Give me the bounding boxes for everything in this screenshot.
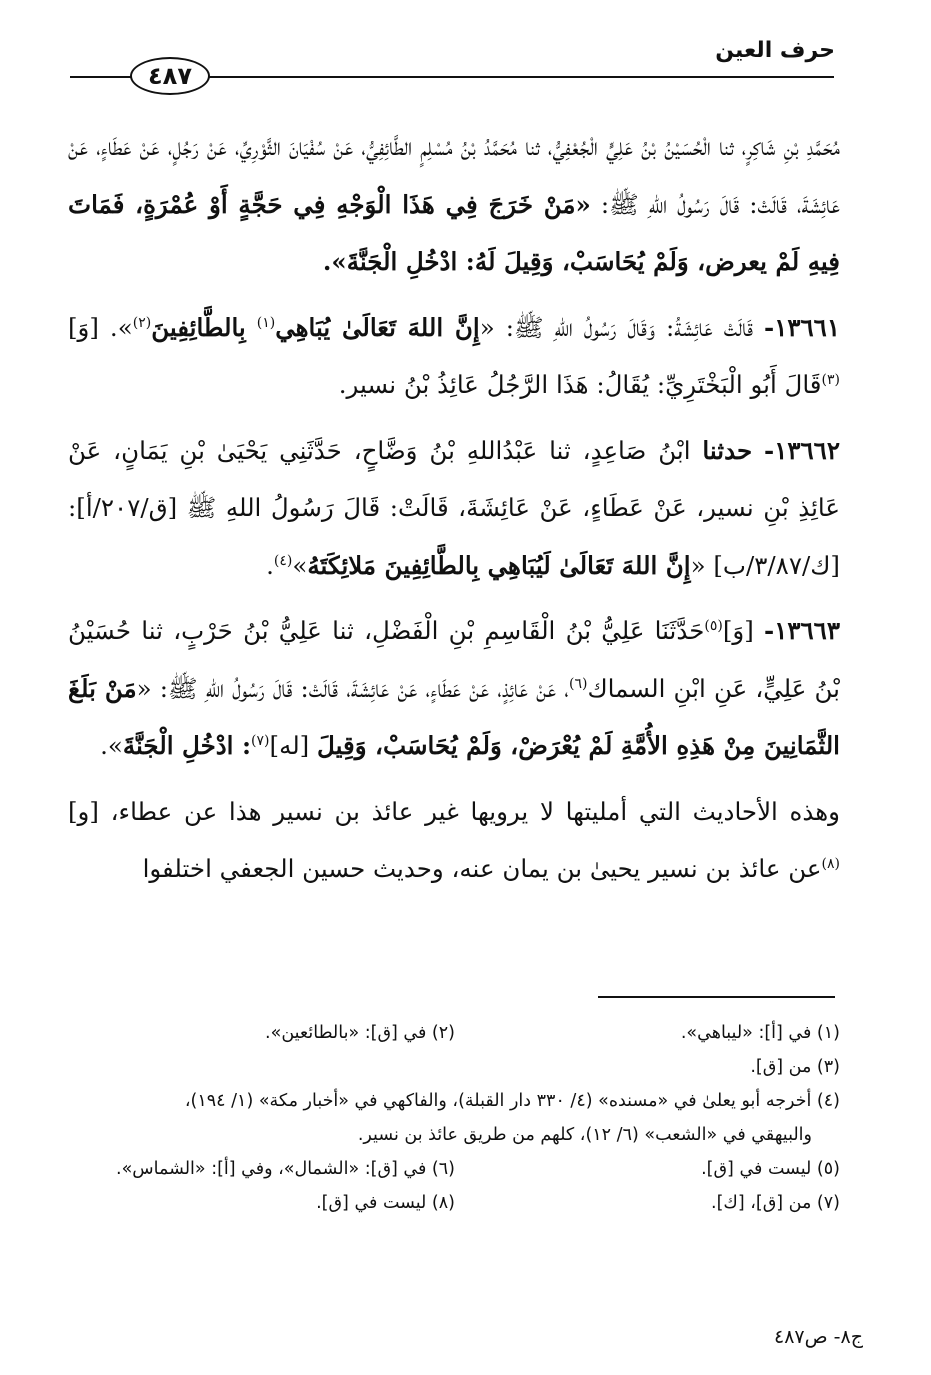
footnote-ref: (٨) xyxy=(821,855,840,872)
hadith-text: «مَنْ خَرَجَ فِي هَذَا الْوَجْهِ فِي حَجَّةٍ أَوْ عُمْرَةٍ، فَمَاتَ فِيهِ لَمْ يعرض، وَلَمْ يُحَاسَبْ، وَقِيلَ لَهُ: ادْخُلِ الْجَنَّةَ». xyxy=(68,189,840,276)
hadith-number: ١٣٦٦٢- xyxy=(764,435,840,465)
hadith-lead: حدثنا xyxy=(702,435,753,465)
footnote-2: (٢) في [ق]: «بالطائعين». xyxy=(265,1023,455,1043)
hadith-text: إِنَّ اللهَ تَعَالَىٰ يُبَاهِي xyxy=(275,312,480,342)
footnote-ref: (٦) xyxy=(568,675,588,692)
footnote-6: (٦) في [ق]: «الشمال»، وفي [أ]: «الشماس». xyxy=(116,1159,455,1179)
footnote-ref: (٤) xyxy=(273,552,293,569)
hadith-number: ١٣٦٦١- xyxy=(764,312,840,342)
hadith-text: مَنْ بَلَغَ الثَّمَانِينَ مِنْ هَذِهِ الأُمَّةِ لَمْ يُعْرَضْ، وَلَمْ يُحَاسَبْ، وَقِيلَ xyxy=(68,673,840,760)
footnote-7: (٧) من [ق]، [ك]. xyxy=(711,1193,840,1213)
footnote-separator xyxy=(598,996,835,998)
body-text xyxy=(68,118,840,906)
footnote-4-continued: والبيهقي في «الشعب» (٦/ ١٢)، كلهم من طريق عائذ بن نسير. xyxy=(357,1125,812,1145)
footnote-5: (٥) ليست في [ق]. xyxy=(701,1159,840,1179)
hadith-13663: ١٣٦٦٣- [وَ]$^{(٥)}$حَدَّثَنَا عَلِيُّ بْنُ الْقَاسِمِ بْنِ الْفَضْلِ، ثنا عَلِيُّ بْنُ حَرْبٍ، ثنا حُسَيْنُ بْنُ عَلِيٍّ، عَنِ ابْنِ السماك$^{(٦)}$، عَنْ عَائِذٍ، عَنْ عَطَاءٍ، عَنْ عَائِشَةَ، قَالَتْ: قَالَ رَسُولُ اللهِ ﷺ: «مَنْ بَلَغَ الثَّمَانِينَ مِنْ هَذِهِ الأُمَّةِ لَمْ يُعْرَضْ، وَلَمْ يُحَاسَبْ، وَقِيلَ [له]$^{(٧)}$: ادْخُلِ الْجَنَّةَ». xyxy=(68,616,840,760)
hadith-13662: ١٣٦٦٢- حدثنا ابْنُ صَاعِدٍ، ثنا عَبْدُاللهِ بْنُ وَضَّاحٍ، حَدَّثَنِي يَحْيَىٰ بْنِ يَمَانٍ، عَنْ عَائِذِ بْنِ نسير، عَنْ عَطَاءٍ، عَنْ عَائِشَةَ، قَالَتْ: قَالَ رَسُولُ اللهِ ﷺ [ق/٢٠٧/أ]: [ك/٣/٨٧/ب] «إِنَّ اللهَ تَعَالَىٰ لَيُبَاهِي بِالطَّائِفِينَ مَلائِكَتَهُ»$^{(٤)}$. xyxy=(68,435,840,580)
footnote-4: (٤) أخرجه أبو يعلىٰ في «مسنده» (٤/ ٣٣٠ دار القبلة)، والفاكهي في «أخبار مكة» (١/ ١٩٤)، xyxy=(184,1091,840,1111)
paragraph-continuation: مُحَمَّدِ بْنِ شَاكِرٍ، ثنا الْحُسَيْنُ بْنُ عَلِيٍّ الْجُعْفِيُّ، ثنا مُحَمَّدُ بْنُ مُسْلِمٍ الطَّائِفِيُّ، عَنْ سُفْيَانَ الثَّوْرِيِّ، عَنْ رَجُلٍ، عَنْ عَطَاءٍ، عَنْ عَائِشَةَ، قَالَتْ: قَالَ رَسُولُ اللهِ ﷺ: «مَنْ خَرَجَ فِي هَذَا الْوَجْهِ فِي حَجَّةٍ أَوْ عُمْرَةٍ، فَمَاتَ فِيهِ لَمْ يعرض، وَلَمْ يُحَاسَبْ، وَقِيلَ لَهُ: ادْخُلِ الْجَنَّةَ». xyxy=(68,132,841,276)
footnote-ref: (٣) xyxy=(821,371,840,388)
page-reference: ج٨- ص٤٨٧ xyxy=(774,1326,863,1348)
footnotes xyxy=(70,1016,840,1220)
footnote-ref: (٢) xyxy=(132,314,152,331)
footnote-1: (١) في [أ]: «ليباهي». xyxy=(680,1023,840,1043)
footnote-ref: (٧) xyxy=(251,732,270,749)
hadith-number: ١٣٦٦٣- xyxy=(764,616,840,645)
chapter-title: حرف العين xyxy=(715,38,835,63)
footnote-3: (٣) من [ق]. xyxy=(750,1057,840,1077)
page-number: ٤٨٧ xyxy=(130,57,210,95)
hadith-text: إِنَّ اللهَ تَعَالَىٰ لَيُبَاهِي بِالطَّائِفِينَ مَلائِكَتَهُ xyxy=(307,550,691,580)
footnote-ref: (١) xyxy=(256,314,276,331)
hadith-13661: ١٣٦٦١- قَالَتْ عَائِشَةُ: وَقَالَ رَسُولُ اللهِ ﷺ: «إِنَّ اللهَ تَعَالَىٰ يُبَاهِي$^{(١)}$ بِالطَّائِفِينَ$^{(٢)}$». [وَ]$^{(٣)}$قَالَ أَبُو الْبَخْتَرِيِّ: يُقَالُ: هَذَا الرَّجُلُ عَائِذُ بْنُ نسير. xyxy=(68,312,840,399)
footnote-ref: (٥) xyxy=(704,617,723,634)
footnote-8: (٨) ليست في [ق]. xyxy=(316,1193,455,1213)
author-comment: وهذه الأحاديث التي أمليتها لا يرويها غير عائذ بن نسير هذا عن عطاء، [و]$^{(٨)}$عن عائذ بن نسير يحيىٰ بن يمان عنه، وحديث حسين الجعفي اختلفوا xyxy=(68,796,840,883)
